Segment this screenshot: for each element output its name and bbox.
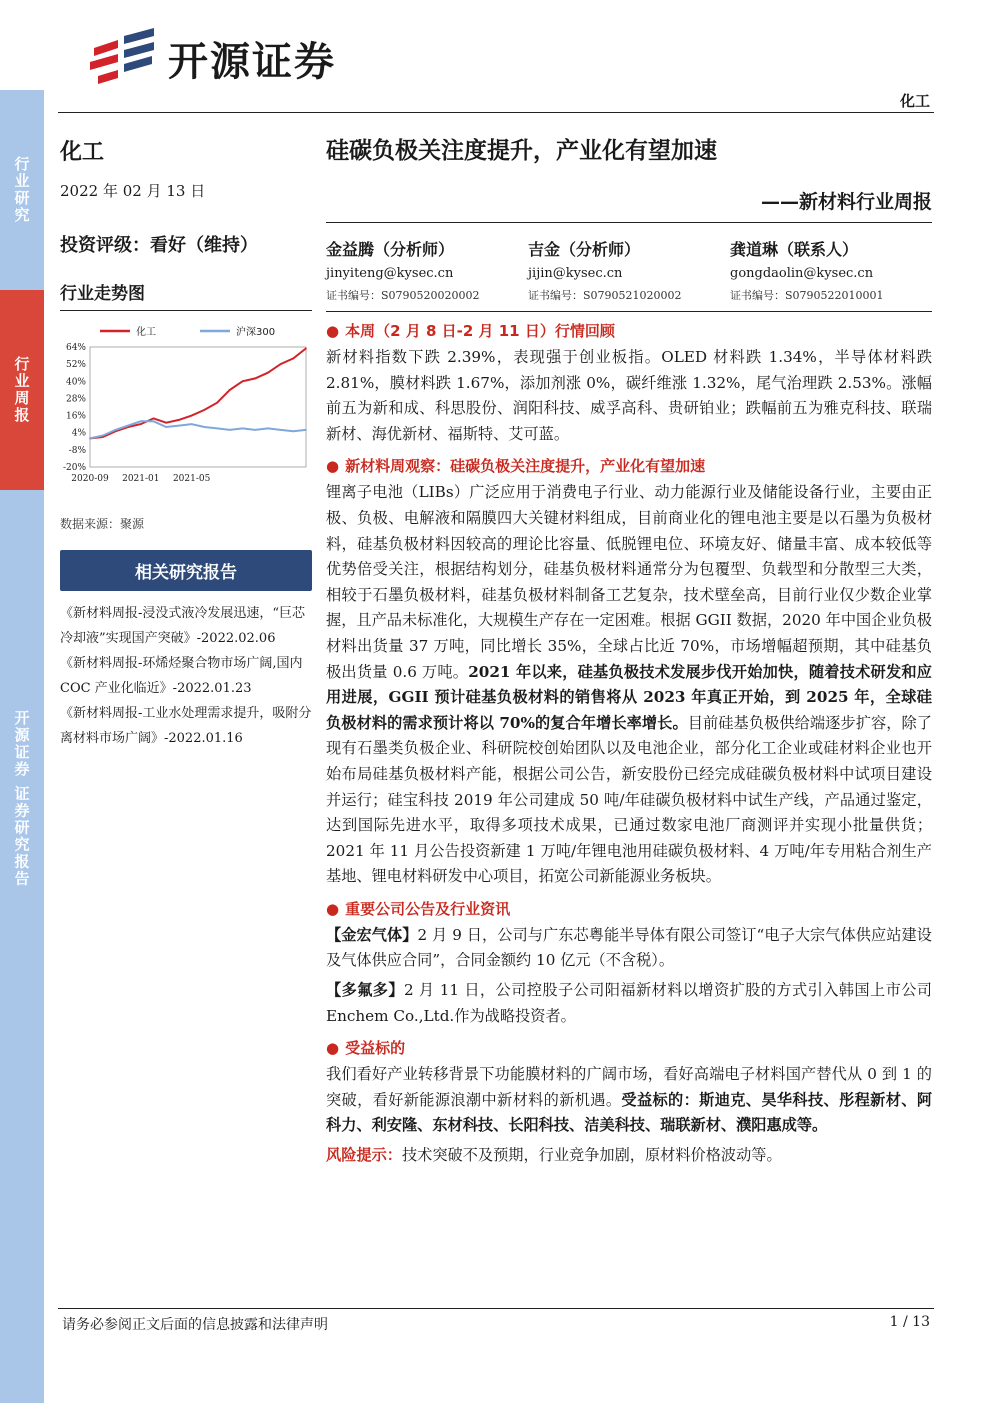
section-news-heading: ● 重要公司公告及行业资讯 bbox=[326, 898, 932, 919]
left-sidebar bbox=[60, 135, 312, 751]
analyst-name: 龚道琳（联系人） bbox=[730, 240, 859, 259]
news-company-tag: 【多氟多】 bbox=[326, 981, 405, 1000]
related-report-item[interactable]: 《新材料周报-浸没式液冷发展迅速，“巨芯冷却液”实现国产突破》-2022.02.06 bbox=[60, 606, 306, 646]
report-date: 2022 年 02 月 13 日 bbox=[60, 182, 206, 200]
risk-warning bbox=[326, 1143, 932, 1169]
chart-y-tick-label: 28% bbox=[65, 394, 86, 405]
chart-source: 数据来源：聚源 bbox=[60, 517, 145, 531]
analyst-card bbox=[326, 237, 528, 303]
side-strip-brand bbox=[0, 490, 44, 1403]
section-review-heading: ● 本周（2 月 8 日-2 月 11 日）行情回顾 bbox=[326, 320, 932, 341]
header-divider bbox=[58, 112, 934, 113]
chart-point bbox=[165, 426, 167, 428]
chart-point bbox=[292, 430, 294, 432]
chart-point bbox=[140, 423, 142, 425]
analyst-cert: 证书编号：S0790522010001 bbox=[730, 289, 884, 302]
chart-point bbox=[191, 415, 193, 417]
analyst-name: 吉金（分析师） bbox=[528, 240, 641, 259]
benefit-text-bold: 受益标的：斯迪克、昊华科技、彤程新材、阿科力、利安隆、东材科技、长阳科技、洁美科技、瑞联新材、濮阳惠成等。 bbox=[326, 1090, 933, 1135]
risk-label: 风险提示： bbox=[326, 1146, 402, 1165]
related-reports-list bbox=[60, 601, 312, 751]
footer-disclaimer[interactable]: 请务必参阅正文后面的信息披露和法律声明 bbox=[62, 1317, 328, 1333]
chart-point bbox=[242, 380, 244, 382]
related-report-item[interactable]: 《新材料周报-环烯烃聚合物市场广阔,国内 COC 产业化临近》-2022.01.23 bbox=[60, 656, 303, 696]
page-number: 1 / 13 bbox=[889, 1314, 930, 1330]
related-report-item[interactable]: 《新材料周报-工业水处理需求提升，吸附分离材料市场广阔》-2022.01.16 bbox=[60, 706, 312, 746]
chart-y-tick-label: 40% bbox=[65, 377, 86, 388]
news-item bbox=[326, 923, 932, 974]
chart-point bbox=[140, 420, 142, 422]
related-reports-title: 相关研究报告 bbox=[60, 550, 312, 591]
news-item-text: 2 月 11 日，公司控股子公司阳福新材料以增资扩股的方式引入韩国上市公司 Enchem Co.,Ltd.作为战略投资者。 bbox=[326, 981, 932, 1025]
chart-point bbox=[115, 429, 117, 431]
news-item bbox=[326, 978, 932, 1029]
header-category: 化工 bbox=[899, 92, 930, 110]
analyst-divider bbox=[326, 311, 932, 312]
section-observation bbox=[326, 455, 932, 890]
observation-text-bold: 2021 年以来，硅基负极技术发展步伐开始加快，随着技术研发和应用进展，GGII 预计硅基负极材料的销售将从 2023 年真正开始，到 2025 年，全球硅负极材料的需求预计将以 70%的复合年增长率增长。 bbox=[326, 662, 932, 732]
chart-point bbox=[178, 419, 180, 421]
analyst-card bbox=[730, 237, 932, 303]
analyst-cert: 证书编号：S0790521020002 bbox=[528, 289, 682, 302]
side-strip-weekly bbox=[0, 290, 44, 490]
chart-point bbox=[191, 423, 193, 425]
industry-label: 化工 bbox=[60, 140, 105, 165]
chart-y-tick-label: 52% bbox=[65, 360, 86, 371]
report-title: 硅碳负极关注度提升，产业化有望加速 bbox=[326, 138, 717, 164]
chart-point bbox=[229, 389, 231, 391]
side-strip-weekly-label: 行业周报 bbox=[12, 356, 31, 424]
investment-rating: 投资评级：看好（维持） bbox=[60, 235, 258, 256]
chart-point bbox=[89, 438, 91, 440]
trend-chart-title: 行业走势图 bbox=[60, 279, 312, 311]
chart-point bbox=[292, 358, 294, 360]
chart-point bbox=[178, 425, 180, 427]
chart-point bbox=[165, 422, 167, 424]
chart-point bbox=[204, 426, 206, 428]
analyst-email[interactable]: gongdaolin@kysec.cn bbox=[730, 266, 874, 281]
analyst-cert: 证书编号：S0790520020002 bbox=[326, 289, 480, 302]
chart-point bbox=[305, 429, 307, 431]
section-benefit-heading: ● 受益标的 bbox=[326, 1037, 932, 1058]
footer-divider bbox=[58, 1308, 934, 1309]
report-subtitle: ——新材料行业周报 bbox=[326, 187, 932, 223]
risk-text: 技术突破不及预期，行业竞争加剧，原材料价格波动等。 bbox=[401, 1146, 782, 1165]
side-strip-research-label: 行业研究 bbox=[12, 156, 31, 224]
chart-point bbox=[216, 428, 218, 430]
chart-y-tick-label: 16% bbox=[65, 411, 86, 422]
chart-point bbox=[216, 402, 218, 404]
analyst-email[interactable]: jijin@kysec.cn bbox=[528, 266, 623, 281]
brand-logo bbox=[88, 28, 336, 88]
trend-chart bbox=[60, 319, 312, 499]
chart-point bbox=[305, 348, 307, 350]
analyst-list bbox=[326, 237, 932, 303]
section-observation-heading: ● 新材料周观察：硅碳负极关注度提升，产业化有望加速 bbox=[326, 455, 932, 476]
chart-point bbox=[254, 378, 256, 380]
chart-plot-frame bbox=[90, 347, 306, 467]
news-company-tag: 【金宏气体】 bbox=[326, 925, 418, 944]
chart-point bbox=[280, 363, 282, 365]
chart-y-tick-label: 64% bbox=[65, 343, 86, 353]
observation-text-part1: 锂离子电池（LIBs）广泛应用于消费电子行业、动力能源行业及储能设备行业，主要由正极、负极、电解液和隔膜四大关键材料组成，目前商业化的锂电池主要是以石墨为负极材料，硅基负极材料因较高的理论比容量、低脱锂电位、环境友好、储量丰富、成本较低等优势倍受关注，根据结构划分，硅基负极材料通常分为包覆型、负载型和分散型三大类，相较于石墨负极材料，硅基负极材料制备工艺复杂，技术壁垒高，目前行业仅少数企业掌握，且产品未标准化，大规模生产存在一定困难。根据 GGII 数据，2020 年中国企业负极材料出货量 37 万吨，同比增长 35%，全球占比近 70%，市场增幅超预期，其中硅基负极出货量 0.6 万吨。 bbox=[326, 483, 932, 681]
section-news bbox=[326, 898, 932, 1029]
chart-point bbox=[242, 428, 244, 430]
chart-point bbox=[153, 420, 155, 422]
section-benefit bbox=[326, 1037, 932, 1168]
analyst-email[interactable]: jinyiteng@kysec.cn bbox=[326, 266, 454, 281]
chart-x-tick-label: 2020-09 bbox=[71, 474, 109, 484]
section-review-text: 新材料指数下跌 2.39%，表现强于创业板指。OLED 材料跌 1.34%，半导体材料跌 2.81%，膜材料跌 1.67%，添加剂涨 0%，碳纤维涨 1.32%，尾气治理跌 2.53%。涨幅前五为新和成、科思股份、润阳科技、威孚高科、贵研铂业；跌幅前五为雅克科技、联瑞新材、海优新材、福斯特、艾可蓝。 bbox=[326, 348, 932, 443]
brand-logo-icon bbox=[88, 28, 158, 88]
brand-name: 开源证券 bbox=[168, 38, 336, 85]
main-content bbox=[326, 132, 932, 1169]
chart-point bbox=[153, 418, 155, 420]
chart-point bbox=[267, 372, 269, 374]
section-review bbox=[326, 320, 932, 447]
chart-point bbox=[254, 429, 256, 431]
section-benefit-text bbox=[326, 1062, 932, 1139]
side-strip-research bbox=[0, 90, 44, 290]
chart-point bbox=[127, 425, 129, 427]
chart-point bbox=[267, 428, 269, 430]
chart-point bbox=[280, 429, 282, 431]
chart-legend-label: 沪深300 bbox=[236, 327, 276, 338]
section-observation-text bbox=[326, 480, 932, 890]
chart-y-tick-label: -8% bbox=[68, 445, 86, 456]
side-strip-brand-label: 开源证券 证券研究报告 bbox=[12, 710, 31, 888]
analyst-name: 金益腾（分析师） bbox=[326, 240, 455, 259]
benefit-text: 我们看好产业转移背景下功能膜材料的广阔市场，看好高端电子材料国产替代从 0 到 1 的突破，看好新能源浪潮中新材料的新机遇。 bbox=[326, 1065, 932, 1109]
chart-y-tick-label: 4% bbox=[71, 428, 86, 439]
chart-x-tick-label: 2021-05 bbox=[172, 474, 211, 484]
chart-point bbox=[102, 435, 104, 437]
observation-text-part2: 目前硅基负极供给端逐步扩容，除了现有石墨类负极企业、科研院校创始团队以及电池企业，部分化工企业或硅材料企业也开始布局硅基负极材料产能，根据公司公告，新安股份已经完成硅碳负极材料中试项目建设并运行；硅宝科技 2019 年公司建成 50 吨/年硅碳负极材料中试生产线，产品通过鉴定，达到国际先进水平，取得多项技术成果，已通过数家电池厂商测评并实现小批量供货；2021 年 11 月公告投资新建 1 万吨/年锂电池用硅碳负极材料、4 万吨/年专用粘合剂生产基地、锂电材料研发中心项目，拓宽公司新能源业务板块。 bbox=[326, 713, 932, 886]
news-item-text: 2 月 9 日，公司与广东芯粤能半导体有限公司签订“电子大宗气体供应站建设及气体供应合同”，合同金额约 10 亿元（不含税）。 bbox=[326, 925, 932, 970]
chart-point bbox=[204, 409, 206, 411]
chart-y-tick-label: -20% bbox=[62, 463, 86, 473]
chart-point bbox=[229, 429, 231, 431]
chart-x-tick-label: 2021-01 bbox=[122, 474, 160, 484]
chart-legend-label: 化工 bbox=[136, 327, 156, 338]
analyst-card bbox=[528, 237, 730, 303]
